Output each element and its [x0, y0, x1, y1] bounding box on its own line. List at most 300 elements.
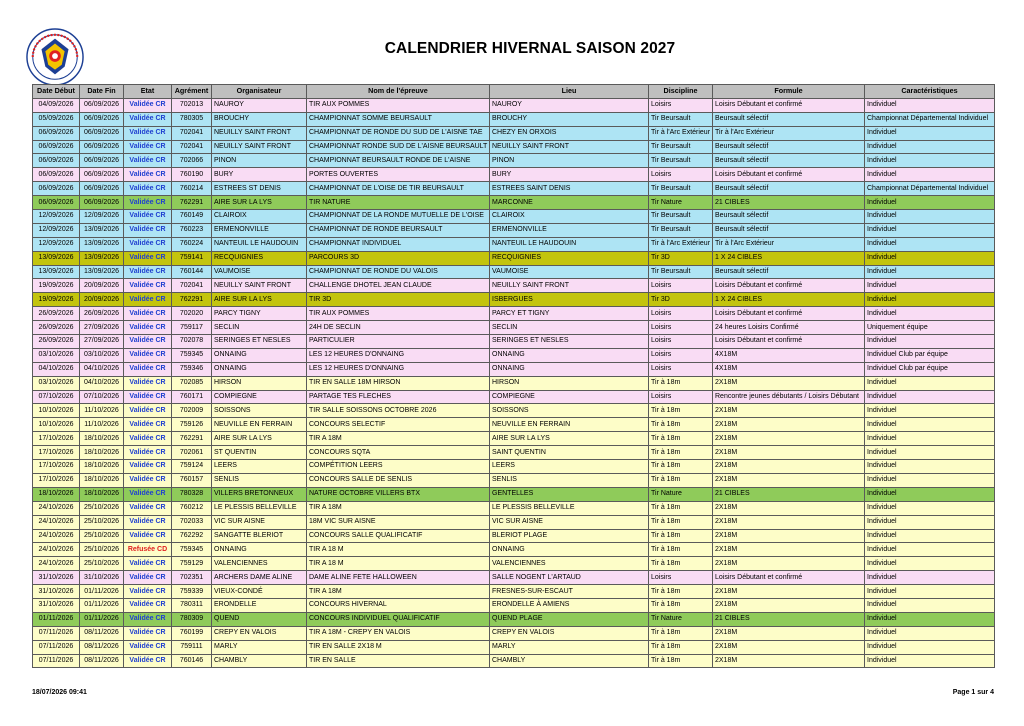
- cell-organisateur: SENLIS: [212, 473, 307, 487]
- cell-date-debut: 03/10/2026: [33, 376, 80, 390]
- cell-nom-epreuve: CHAMPIONNAT RONDE SUD DE L'AISNE BEURSAULT: [307, 140, 490, 154]
- cell-discipline: Tir 3D: [649, 251, 713, 265]
- cell-organisateur: QUEND: [212, 612, 307, 626]
- cell-agrement: 702078: [172, 335, 212, 349]
- cell-etat: Validée CR: [124, 140, 172, 154]
- cell-nom-epreuve: CHAMPIONNAT DE RONDE DU VALOIS: [307, 265, 490, 279]
- cell-lieu: SENLIS: [490, 473, 649, 487]
- cell-agrement: 760214: [172, 182, 212, 196]
- cell-date-debut: 06/09/2026: [33, 126, 80, 140]
- cell-date-fin: 01/11/2026: [80, 585, 124, 599]
- cell-formule: Loisirs Débutant et confirmé: [713, 98, 865, 112]
- cell-agrement: 760144: [172, 265, 212, 279]
- table-row: [33, 196, 995, 210]
- cell-formule: Loisirs Débutant et confirmé: [713, 279, 865, 293]
- table-row: [33, 598, 995, 612]
- cell-discipline: Tir à 18m: [649, 640, 713, 654]
- cell-etat: Validée CR: [124, 237, 172, 251]
- cell-date-fin: 18/10/2026: [80, 473, 124, 487]
- cell-etat: Validée CR: [124, 126, 172, 140]
- cell-agrement: 762291: [172, 196, 212, 210]
- cell-date-fin: 25/10/2026: [80, 515, 124, 529]
- cell-date-fin: 18/10/2026: [80, 487, 124, 501]
- table-row: [33, 307, 995, 321]
- cell-etat: Validée CR: [124, 293, 172, 307]
- cell-lieu: CHAMBLY: [490, 654, 649, 668]
- cell-nom-epreuve: TIR 3D: [307, 293, 490, 307]
- cell-date-fin: 20/09/2026: [80, 293, 124, 307]
- cell-caracteristiques: Individuel: [865, 501, 995, 515]
- cell-formule: Beursault sélectif: [713, 265, 865, 279]
- cell-organisateur: SOISSONS: [212, 404, 307, 418]
- cell-date-debut: 19/09/2026: [33, 293, 80, 307]
- cell-formule: 1 X 24 CIBLES: [713, 293, 865, 307]
- cell-nom-epreuve: PARTICULIER: [307, 335, 490, 349]
- cell-discipline: Loisirs: [649, 571, 713, 585]
- cell-formule: 2X18M: [713, 585, 865, 599]
- cell-caracteristiques: Individuel: [865, 571, 995, 585]
- cell-agrement: 759345: [172, 348, 212, 362]
- cell-date-fin: 12/09/2026: [80, 210, 124, 224]
- page-title: CALENDRIER HIVERNAL SAISON 2027: [384, 40, 676, 57]
- table-row: [33, 223, 995, 237]
- cell-etat: Validée CR: [124, 487, 172, 501]
- cell-nom-epreuve: DAME ALINE FETE HALLOWEEN: [307, 571, 490, 585]
- table-row: [33, 126, 995, 140]
- cell-lieu: MARLY: [490, 640, 649, 654]
- cell-caracteristiques: Individuel: [865, 612, 995, 626]
- cell-nom-epreuve: TIR AUX POMMES: [307, 98, 490, 112]
- table-row: [33, 112, 995, 126]
- cell-etat: Validée CR: [124, 612, 172, 626]
- cell-nom-epreuve: 24H DE SECLIN: [307, 321, 490, 335]
- cell-agrement: 780328: [172, 487, 212, 501]
- col-nom-epreuve: Nom de l'épreuve: [307, 85, 490, 99]
- cell-date-debut: 26/09/2026: [33, 335, 80, 349]
- cell-nom-epreuve: CHAMPIONNAT BEURSAULT RONDE DE L'AISNE: [307, 154, 490, 168]
- table-row: [33, 473, 995, 487]
- cell-nom-epreuve: COMPÉTITION LEERS: [307, 460, 490, 474]
- cell-lieu: NEUILLY SAINT FRONT: [490, 140, 649, 154]
- cell-caracteristiques: Individuel: [865, 640, 995, 654]
- cell-agrement: 760157: [172, 473, 212, 487]
- cell-nom-epreuve: LES 12 HEURES D'ONNAING: [307, 348, 490, 362]
- cell-date-debut: 04/09/2026: [33, 98, 80, 112]
- cell-caracteristiques: Individuel: [865, 418, 995, 432]
- cell-nom-epreuve: TIR EN SALLE 18M HIRSON: [307, 376, 490, 390]
- cell-formule: 2X18M: [713, 557, 865, 571]
- col-lieu: Lieu: [490, 85, 649, 99]
- cell-discipline: Tir à 18m: [649, 654, 713, 668]
- cell-agrement: 702041: [172, 279, 212, 293]
- cell-formule: Beursault sélectif: [713, 154, 865, 168]
- cell-date-fin: 06/09/2026: [80, 154, 124, 168]
- cell-formule: 2X18M: [713, 404, 865, 418]
- cell-date-debut: 07/10/2026: [33, 390, 80, 404]
- cell-date-fin: 20/09/2026: [80, 279, 124, 293]
- cell-etat: Validée CR: [124, 529, 172, 543]
- cell-lieu: BROUCHY: [490, 112, 649, 126]
- cell-nom-epreuve: PARCOURS 3D: [307, 251, 490, 265]
- cell-discipline: Tir à 18m: [649, 626, 713, 640]
- cell-nom-epreuve: CHAMPIONNAT DE RONDE BEURSAULT: [307, 223, 490, 237]
- cell-discipline: Tir à 18m: [649, 460, 713, 474]
- cell-agrement: 759141: [172, 251, 212, 265]
- cell-agrement: 759339: [172, 585, 212, 599]
- cell-nom-epreuve: TIR NATURE: [307, 196, 490, 210]
- cell-date-fin: 07/10/2026: [80, 390, 124, 404]
- cell-date-fin: 01/11/2026: [80, 612, 124, 626]
- cell-date-fin: 18/10/2026: [80, 460, 124, 474]
- cell-formule: 1 X 24 CIBLES: [713, 251, 865, 265]
- cell-formule: Tir à l'Arc Extérieur: [713, 126, 865, 140]
- cell-nom-epreuve: CHAMPIONNAT INDIVIDUEL: [307, 237, 490, 251]
- cell-date-debut: 12/09/2026: [33, 223, 80, 237]
- table-row: [33, 376, 995, 390]
- cell-lieu: ONNAING: [490, 362, 649, 376]
- cell-discipline: Tir Nature: [649, 196, 713, 210]
- cell-nom-epreuve: PARTAGE TES FLECHES: [307, 390, 490, 404]
- cell-lieu: ONNAING: [490, 543, 649, 557]
- cell-discipline: Tir à 18m: [649, 432, 713, 446]
- cell-organisateur: ST QUENTIN: [212, 446, 307, 460]
- cell-organisateur: VIEUX-CONDÉ: [212, 585, 307, 599]
- cell-etat: Validée CR: [124, 196, 172, 210]
- cell-date-debut: 10/10/2026: [33, 404, 80, 418]
- cell-organisateur: COMPIEGNE: [212, 390, 307, 404]
- table-row: [33, 293, 995, 307]
- cell-formule: 2X18M: [713, 640, 865, 654]
- cell-etat: Validée CR: [124, 154, 172, 168]
- cell-discipline: Tir Beursault: [649, 154, 713, 168]
- cell-nom-epreuve: CONCOURS SALLE QUALIFICATIF: [307, 529, 490, 543]
- cell-caracteristiques: Individuel: [865, 196, 995, 210]
- cell-etat: Validée CR: [124, 432, 172, 446]
- cell-nom-epreuve: CONCOURS INDIVIDUEL QUALIFICATIF: [307, 612, 490, 626]
- cell-agrement: 759346: [172, 362, 212, 376]
- cell-discipline: Tir à 18m: [649, 598, 713, 612]
- cell-discipline: Tir à 18m: [649, 418, 713, 432]
- table-row: [33, 418, 995, 432]
- cell-organisateur: RECQUIGNIES: [212, 251, 307, 265]
- cell-date-fin: 06/09/2026: [80, 112, 124, 126]
- cell-formule: 21 CIBLES: [713, 612, 865, 626]
- cell-discipline: Loisirs: [649, 321, 713, 335]
- cell-caracteristiques: Individuel: [865, 529, 995, 543]
- cell-etat: Validée CR: [124, 626, 172, 640]
- cell-date-debut: 12/09/2026: [33, 237, 80, 251]
- cell-lieu: GENTELLES: [490, 487, 649, 501]
- cell-date-fin: 08/11/2026: [80, 640, 124, 654]
- cell-date-fin: 08/11/2026: [80, 626, 124, 640]
- cell-formule: Loisirs Débutant et confirmé: [713, 168, 865, 182]
- cell-etat: Validée CR: [124, 446, 172, 460]
- cell-nom-epreuve: TIR A 18M: [307, 432, 490, 446]
- cell-caracteristiques: Individuel: [865, 168, 995, 182]
- cell-date-fin: 25/10/2026: [80, 543, 124, 557]
- cell-organisateur: HIRSON: [212, 376, 307, 390]
- cell-discipline: Loisirs: [649, 279, 713, 293]
- cell-discipline: Tir Beursault: [649, 140, 713, 154]
- cell-lieu: ONNAING: [490, 348, 649, 362]
- cell-organisateur: BROUCHY: [212, 112, 307, 126]
- cell-lieu: VAUMOISE: [490, 265, 649, 279]
- cell-discipline: Tir à 18m: [649, 557, 713, 571]
- cell-discipline: Tir Beursault: [649, 265, 713, 279]
- cell-lieu: PINON: [490, 154, 649, 168]
- cell-organisateur: NAUROY: [212, 98, 307, 112]
- table-row: [33, 154, 995, 168]
- cell-date-debut: 19/09/2026: [33, 279, 80, 293]
- cell-organisateur: ONNAING: [212, 543, 307, 557]
- cell-organisateur: ERMENONVILLE: [212, 223, 307, 237]
- cell-etat: Validée CR: [124, 182, 172, 196]
- cell-date-fin: 27/09/2026: [80, 321, 124, 335]
- table-row: [33, 251, 995, 265]
- cell-organisateur: AIRE SUR LA LYS: [212, 432, 307, 446]
- cell-discipline: Tir Beursault: [649, 210, 713, 224]
- cell-lieu: CLAIROIX: [490, 210, 649, 224]
- col-etat: Etat: [124, 85, 172, 99]
- cell-date-fin: 06/09/2026: [80, 98, 124, 112]
- cell-organisateur: NEUILLY SAINT FRONT: [212, 279, 307, 293]
- cell-lieu: BLERIOT PLAGE: [490, 529, 649, 543]
- cell-discipline: Tir à 18m: [649, 501, 713, 515]
- cell-date-fin: 11/10/2026: [80, 418, 124, 432]
- cell-organisateur: CREPY EN VALOIS: [212, 626, 307, 640]
- cell-date-fin: 03/10/2026: [80, 348, 124, 362]
- cell-lieu: NANTEUIL LE HAUDOUIN: [490, 237, 649, 251]
- cell-caracteristiques: Individuel: [865, 126, 995, 140]
- cell-agrement: 702041: [172, 140, 212, 154]
- cell-lieu: VALENCIENNES: [490, 557, 649, 571]
- cell-nom-epreuve: TIR SALLE SOISSONS OCTOBRE 2026: [307, 404, 490, 418]
- cell-discipline: Tir Nature: [649, 487, 713, 501]
- cell-date-debut: 18/10/2026: [33, 487, 80, 501]
- cell-discipline: Tir à l'Arc Extérieur: [649, 126, 713, 140]
- cell-nom-epreuve: CHAMPIONNAT DE RONDE DU SUD DE L'AISNE TAE: [307, 126, 490, 140]
- cell-formule: 2X18M: [713, 446, 865, 460]
- cell-organisateur: NEUVILLE EN FERRAIN: [212, 418, 307, 432]
- cell-lieu: ERMENONVILLE: [490, 223, 649, 237]
- cell-agrement: 702013: [172, 98, 212, 112]
- cell-agrement: 762291: [172, 432, 212, 446]
- col-caracteristiques: Caractéristiques: [865, 85, 995, 99]
- cell-date-fin: 26/09/2026: [80, 307, 124, 321]
- cell-lieu: NEUVILLE EN FERRAIN: [490, 418, 649, 432]
- cell-etat: Validée CR: [124, 168, 172, 182]
- cell-date-fin: 25/10/2026: [80, 557, 124, 571]
- cell-caracteristiques: Individuel: [865, 404, 995, 418]
- cell-nom-epreuve: 18M VIC SUR AISNE: [307, 515, 490, 529]
- cell-discipline: Tir Beursault: [649, 182, 713, 196]
- cell-nom-epreuve: TIR A 18M: [307, 501, 490, 515]
- cell-lieu: ESTREES SAINT DENIS: [490, 182, 649, 196]
- cell-date-debut: 10/10/2026: [33, 418, 80, 432]
- cell-etat: Validée CR: [124, 390, 172, 404]
- cell-discipline: Tir à 18m: [649, 543, 713, 557]
- cell-etat: Validée CR: [124, 585, 172, 599]
- cell-formule: 21 CIBLES: [713, 487, 865, 501]
- cell-lieu: NAUROY: [490, 98, 649, 112]
- table-row: [33, 543, 995, 557]
- cell-organisateur: CLAIROIX: [212, 210, 307, 224]
- cell-caracteristiques: Uniquement équipe: [865, 321, 995, 335]
- cell-discipline: Tir à 18m: [649, 515, 713, 529]
- cell-caracteristiques: Individuel: [865, 223, 995, 237]
- table-row: [33, 335, 995, 349]
- cell-caracteristiques: Individuel: [865, 237, 995, 251]
- cell-etat: Validée CR: [124, 112, 172, 126]
- cell-lieu: QUEND PLAGE: [490, 612, 649, 626]
- table-row: [33, 98, 995, 112]
- cell-agrement: 759345: [172, 543, 212, 557]
- cell-date-fin: 25/10/2026: [80, 501, 124, 515]
- cell-organisateur: VILLERS BRETONNEUX: [212, 487, 307, 501]
- cell-caracteristiques: Individuel: [865, 654, 995, 668]
- cell-date-fin: 27/09/2026: [80, 335, 124, 349]
- cell-lieu: AIRE SUR LA LYS: [490, 432, 649, 446]
- cell-caracteristiques: Individuel: [865, 446, 995, 460]
- cell-discipline: Tir 3D: [649, 293, 713, 307]
- cell-etat: Validée CR: [124, 279, 172, 293]
- cell-discipline: Loisirs: [649, 98, 713, 112]
- cell-organisateur: MARLY: [212, 640, 307, 654]
- cell-date-fin: 08/11/2026: [80, 654, 124, 668]
- table-header-row: [33, 85, 995, 99]
- cell-nom-epreuve: CONCOURS SALLE DE SENLIS: [307, 473, 490, 487]
- cell-caracteristiques: Individuel: [865, 515, 995, 529]
- cell-date-debut: 06/09/2026: [33, 154, 80, 168]
- cell-date-debut: 26/09/2026: [33, 321, 80, 335]
- cell-etat: Validée CR: [124, 501, 172, 515]
- cell-organisateur: PINON: [212, 154, 307, 168]
- cell-caracteristiques: Individuel: [865, 293, 995, 307]
- cell-organisateur: ESTREES ST DENIS: [212, 182, 307, 196]
- cell-nom-epreuve: NATURE OCTOBRE VILLERS BTX: [307, 487, 490, 501]
- cell-organisateur: VALENCIENNES: [212, 557, 307, 571]
- cell-caracteristiques: Individuel: [865, 279, 995, 293]
- cell-formule: 2X18M: [713, 529, 865, 543]
- cell-nom-epreuve: CHAMPIONNAT SOMME BEURSAULT: [307, 112, 490, 126]
- cell-caracteristiques: Individuel: [865, 473, 995, 487]
- cell-formule: 2X18M: [713, 460, 865, 474]
- cell-etat: Validée CR: [124, 362, 172, 376]
- table-row: [33, 182, 995, 196]
- cell-date-debut: 13/09/2026: [33, 251, 80, 265]
- cell-date-debut: 24/10/2026: [33, 501, 80, 515]
- cell-lieu: LE PLESSIS BELLEVILLE: [490, 501, 649, 515]
- footer-page-number: Page 1 sur 4: [952, 689, 994, 696]
- cell-caracteristiques: Individuel: [865, 626, 995, 640]
- table-row: [33, 626, 995, 640]
- cell-agrement: 702009: [172, 404, 212, 418]
- cell-date-debut: 17/10/2026: [33, 460, 80, 474]
- cell-agrement: 760199: [172, 626, 212, 640]
- cell-lieu: MARCONNE: [490, 196, 649, 210]
- cell-etat: Validée CR: [124, 571, 172, 585]
- cell-formule: 2X18M: [713, 515, 865, 529]
- cell-date-fin: 13/09/2026: [80, 265, 124, 279]
- cell-lieu: ERONDELLE À AMIENS: [490, 598, 649, 612]
- cell-lieu: SALLE NOGENT L'ARTAUD: [490, 571, 649, 585]
- cell-formule: Tir à l'Arc Extérieur: [713, 237, 865, 251]
- col-discipline: Discipline: [649, 85, 713, 99]
- cell-discipline: Tir Nature: [649, 612, 713, 626]
- cell-date-debut: 17/10/2026: [33, 432, 80, 446]
- cell-formule: 21 CIBLES: [713, 196, 865, 210]
- cell-nom-epreuve: TIR AUX POMMES: [307, 307, 490, 321]
- cell-date-debut: 17/10/2026: [33, 446, 80, 460]
- table-row: [33, 237, 995, 251]
- table-row: [33, 168, 995, 182]
- cell-date-fin: 06/09/2026: [80, 126, 124, 140]
- cell-date-fin: 06/09/2026: [80, 168, 124, 182]
- cell-formule: Beursault sélectif: [713, 210, 865, 224]
- cell-date-debut: 07/11/2026: [33, 654, 80, 668]
- cell-lieu: HIRSON: [490, 376, 649, 390]
- table-row: [33, 557, 995, 571]
- cell-nom-epreuve: CONCOURS SELECTIF: [307, 418, 490, 432]
- cell-date-fin: 01/11/2026: [80, 598, 124, 612]
- cell-agrement: 762292: [172, 529, 212, 543]
- cell-agrement: 759129: [172, 557, 212, 571]
- cell-organisateur: PARCY TIGNY: [212, 307, 307, 321]
- cell-nom-epreuve: CONCOURS SQTA: [307, 446, 490, 460]
- cell-caracteristiques: Individuel: [865, 251, 995, 265]
- cell-caracteristiques: Individuel: [865, 307, 995, 321]
- cell-etat: Validée CR: [124, 515, 172, 529]
- cell-date-debut: 06/09/2026: [33, 196, 80, 210]
- cell-agrement: 760224: [172, 237, 212, 251]
- cell-formule: 2X18M: [713, 543, 865, 557]
- cell-date-debut: 26/09/2026: [33, 307, 80, 321]
- cell-caracteristiques: Individuel: [865, 376, 995, 390]
- cell-agrement: 760149: [172, 210, 212, 224]
- cell-agrement: 759126: [172, 418, 212, 432]
- cell-lieu: CREPY EN VALOIS: [490, 626, 649, 640]
- cell-date-fin: 11/10/2026: [80, 404, 124, 418]
- cell-agrement: 702061: [172, 446, 212, 460]
- cell-date-fin: 06/09/2026: [80, 196, 124, 210]
- cell-date-debut: 24/10/2026: [33, 543, 80, 557]
- table-row: [33, 501, 995, 515]
- cell-caracteristiques: Individuel: [865, 98, 995, 112]
- cell-discipline: Tir Beursault: [649, 223, 713, 237]
- cell-lieu: SERINGES ET NESLES: [490, 335, 649, 349]
- cell-discipline: Tir à 18m: [649, 376, 713, 390]
- table-row: [33, 265, 995, 279]
- cell-date-debut: 03/10/2026: [33, 348, 80, 362]
- cell-formule: 2X18M: [713, 376, 865, 390]
- table-row: [33, 571, 995, 585]
- cell-caracteristiques: Individuel: [865, 460, 995, 474]
- cell-date-debut: 13/09/2026: [33, 265, 80, 279]
- cell-nom-epreuve: TIR EN SALLE: [307, 654, 490, 668]
- cell-nom-epreuve: CONCOURS HIVERNAL: [307, 598, 490, 612]
- cell-date-fin: 18/10/2026: [80, 446, 124, 460]
- cell-formule: Beursault sélectif: [713, 112, 865, 126]
- table-row: [33, 348, 995, 362]
- cell-organisateur: AIRE SUR LA LYS: [212, 293, 307, 307]
- cell-formule: 2X18M: [713, 473, 865, 487]
- cell-caracteristiques: Individuel: [865, 335, 995, 349]
- cell-date-debut: 31/10/2026: [33, 585, 80, 599]
- cell-date-debut: 12/09/2026: [33, 210, 80, 224]
- cell-etat: Validée CR: [124, 265, 172, 279]
- cell-organisateur: ERONDELLE: [212, 598, 307, 612]
- cell-formule: Loisirs Débutant et confirmé: [713, 571, 865, 585]
